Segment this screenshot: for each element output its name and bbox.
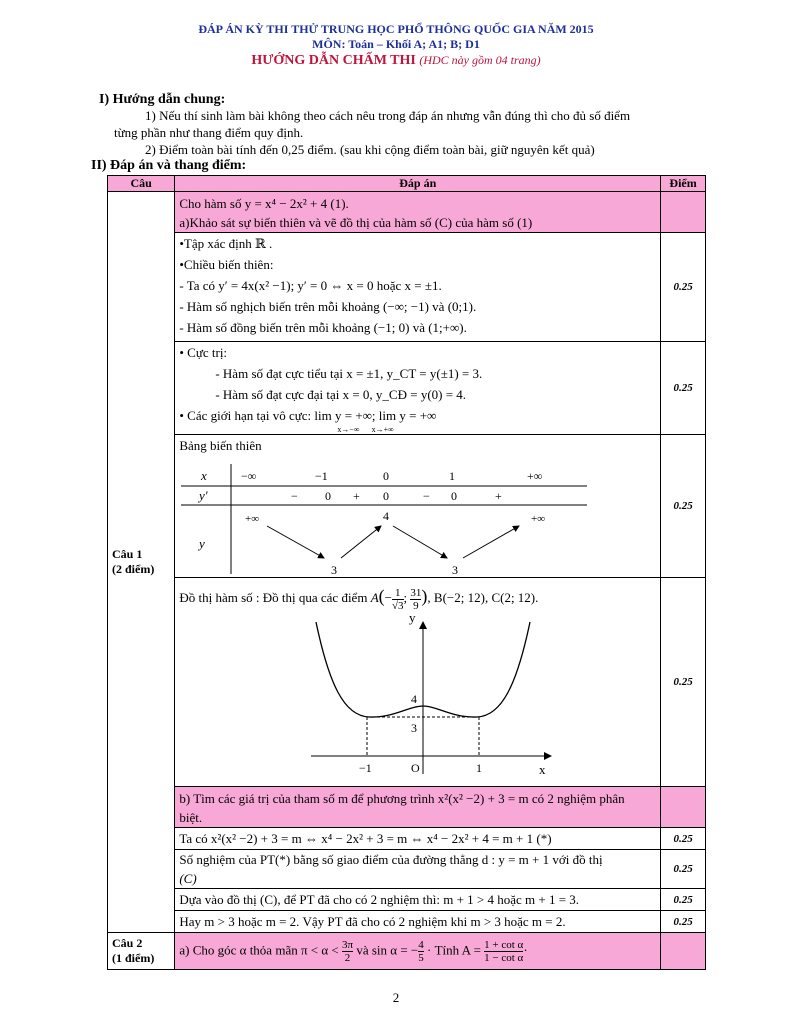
domain-line: •Tập xác định ℝ .	[179, 236, 273, 251]
graph-points-line: Đồ thị hàm số : Đồ thị qua các điểm A(− $\frac{1}{√3}$ ; $\frac{31}{9}$ ), B(−2; 12), C(2; 12).	[179, 586, 539, 612]
graph-3: 3	[411, 721, 418, 735]
points-1: 0.25	[661, 233, 706, 342]
grading-title	[0, 53, 792, 69]
points-2: 0.25	[661, 342, 706, 435]
q1-intro: Cho hàm số y = x⁴ − 2x² + 4 (1).	[179, 196, 349, 211]
graph-1: 1	[476, 761, 483, 775]
vt-x-5: +∞	[527, 469, 543, 483]
q2-label-cell	[108, 933, 175, 970]
vt-x-1: −∞	[241, 469, 257, 483]
graph-cell	[175, 578, 661, 787]
points-7: 0.25	[661, 889, 706, 911]
vt-sign-3: +	[353, 489, 361, 503]
variation-table-title: Bảng biến thiên	[179, 438, 262, 453]
q2-frac-1-d: 2	[344, 951, 351, 964]
general-heading: I) Hướng dẫn chung:	[99, 92, 226, 107]
q2-frac-1-n: 3π	[342, 938, 354, 951]
vt-yp-label: y′	[199, 488, 208, 503]
vt-arrow-3	[393, 526, 447, 558]
points-3: 0.25	[661, 435, 706, 578]
b-step-4: Hay m > 3 hoặc m = 2. Vậy PT đã cho có 2 nghiệm khi m > 3 hoặc m = 2.	[175, 911, 661, 933]
points-8: 0.25	[661, 911, 706, 933]
b-step-2: Số nghiệm của PT(*) bằng số giao điểm của đường thẳng d : y = m + 1 với đồ thị	[179, 852, 603, 867]
graph-frac-2-n: 31	[410, 586, 422, 599]
grading-title-text: HƯỚNG DẪN CHẤM THI	[251, 53, 416, 68]
limit-sub-2: x→+∞	[371, 425, 394, 434]
vt-y-min-1: 3	[331, 563, 338, 576]
grading-note: (HDC này gồm 04 trang)	[419, 53, 541, 67]
vt-y-plusinf-right: +∞	[531, 513, 546, 525]
q2-text-2: và sin α = −	[356, 941, 419, 957]
answer-table	[107, 175, 706, 970]
graph-minus1: −1	[359, 761, 373, 775]
q1-part-b: b) Tìm các giá trị của tham số m để phương trình x²(x² −2) + 3 = m có 2 nghiệm phân	[179, 791, 625, 806]
q1-part-a: a)Khảo sát sự biến thiên và vẽ đồ thị của hàm số (C) của hàm số (1)	[179, 215, 533, 230]
min-line: - Hàm số đạt cực tiểu tại x = ±1, y_CT = y(±1) = 3.	[215, 366, 483, 381]
q2-frac-2	[418, 939, 424, 964]
function-graph	[179, 614, 649, 782]
b-step-1: Ta có x²(x² −2) + 3 = m ⇔ x⁴ − 2x² + 3 = m ⇔ x⁴ − 2x² + 4 = m + 1 (*)	[175, 828, 661, 850]
q1-points-label: (2 điểm)	[112, 562, 155, 576]
variation-line: •Chiều biến thiên:	[179, 257, 274, 272]
b-step-3: Dựa vào đồ thị (C), để PT đã cho có 2 nghiệm thì: m + 1 > 4 hoặc m + 1 = 3.	[175, 889, 661, 911]
vt-sign-2: 0	[325, 489, 332, 503]
q1-label-cell	[108, 192, 175, 933]
graph-x-label: x	[539, 762, 546, 777]
vt-x-label: x	[201, 468, 208, 483]
points-6: 0.25	[661, 850, 706, 889]
limit-sub-1: x→−∞	[337, 425, 360, 434]
decreasing-line: - Hàm số nghịch biến trên mỗi khoảng (−∞; −1) và (0;1).	[179, 299, 477, 314]
graph-frac-2	[410, 587, 421, 612]
general-item-2: 2) Điểm toàn bài tính đến 0,25 điểm. (sau khi cộng điểm toàn bài, giữ nguyên kết quả)	[145, 142, 595, 157]
q2-frac-2-n: 4	[418, 938, 424, 951]
q1-part-b-points	[661, 787, 706, 828]
vt-sign-1: −	[291, 489, 299, 503]
vt-y-plusinf-left: +∞	[245, 513, 260, 525]
vt-x-2: −1	[315, 469, 329, 483]
points-5: 0.25	[661, 828, 706, 850]
col-header-dapan: Đáp án	[175, 176, 661, 192]
q2-frac-3-n: 1 + cot α	[484, 938, 524, 951]
extrema-line: • Cực trị:	[179, 345, 228, 360]
limits-line	[179, 405, 656, 426]
subject-line: MÔN: Toán – Khối A; A1; B; D1	[312, 37, 480, 51]
graph-rest: , B(−2; 12), C(2; 12).	[427, 590, 539, 605]
graph-4: 4	[411, 692, 418, 706]
general-item-1b: từng phần như thang điểm quy định.	[114, 125, 304, 140]
increasing-line: - Hàm số đồng biến trên mỗi khoảng (−1; 0) và (1;+∞).	[179, 320, 467, 335]
q1-part-b-2: biệt.	[179, 810, 203, 825]
q2-frac-2-d: 5	[418, 951, 424, 964]
exam-title: ĐÁP ÁN KỲ THI THỬ TRUNG HỌC PHỔ THÔNG QUỐC GIA NĂM 2015	[198, 22, 594, 36]
vt-sign-5: −	[423, 489, 431, 503]
q1-row1	[175, 233, 661, 342]
q1-row2	[175, 342, 661, 435]
answers-heading: II) Đáp án và thang điểm:	[91, 158, 247, 173]
vt-x-3: 0	[383, 469, 390, 483]
q2-frac-1	[342, 939, 353, 964]
graph-frac-1	[392, 587, 404, 612]
q2-text-3: · Tính A =	[426, 941, 481, 957]
limits-text: • Các giới hạn tại vô cực: lim y = +∞; lim y = +∞	[179, 408, 437, 423]
graph-frac-1-d: √3	[392, 599, 404, 612]
vt-arrow-1	[267, 526, 324, 558]
q2-label: Câu 2	[112, 936, 143, 950]
max-line: - Hàm số đạt cực đại tại x = 0, y_CĐ = y(0) = 4.	[215, 387, 467, 402]
vt-y-max: 4	[383, 509, 390, 523]
vt-x-4: 1	[449, 469, 456, 483]
variation-table	[179, 456, 599, 576]
vt-sign-7: +	[495, 489, 503, 503]
vt-arrow-4	[463, 526, 519, 558]
q1-label: Câu 1	[112, 547, 143, 561]
q2-points	[661, 933, 706, 970]
graph-frac-1-n: 1	[392, 587, 404, 600]
q1-intro-points	[661, 192, 706, 233]
q2-frac-3	[484, 939, 523, 964]
q2-frac-3-d: 1 − cot α	[484, 951, 524, 964]
col-header-cau: Câu	[108, 176, 175, 192]
vt-y-label: y	[199, 536, 206, 551]
points-4: 0.25	[661, 578, 706, 787]
vt-y-min-2: 3	[452, 563, 459, 576]
q1-intro-cell	[175, 192, 661, 233]
graph-frac-2-d: 9	[413, 599, 419, 612]
q1-part-b-cell	[175, 787, 661, 828]
q2-text-1: a) Cho góc α thỏa mãn π < α <	[179, 941, 339, 957]
b-step-2-cell	[175, 850, 661, 889]
vt-arrow-2	[341, 526, 381, 558]
graph-y-label: y	[409, 614, 416, 625]
variation-table-cell	[175, 435, 661, 578]
graph-origin: O	[411, 761, 421, 775]
vt-sign-4: 0	[383, 489, 390, 503]
limit-subscripts	[337, 426, 656, 434]
q2-points-label: (1 điểm)	[112, 951, 155, 965]
general-item-1: 1) Nếu thí sinh làm bài không theo cách nêu trong đáp án nhưng vẫn đúng thì cho đủ số điểm	[145, 108, 631, 123]
vt-sign-6: 0	[451, 489, 458, 503]
b-step-2b: (C)	[179, 871, 197, 886]
q2-text-4: ·	[523, 941, 528, 957]
graph-text: Đồ thị hàm số : Đồ thị qua các điểm	[179, 590, 368, 605]
q2-part-a	[175, 933, 661, 970]
col-header-diem: Điểm	[661, 176, 706, 192]
derivative-line: - Ta có y′ = 4x(x² −1); y′ = 0 ⇔ x = 0 hoặc x = ±1.	[179, 278, 442, 293]
graph-point-a: A	[370, 590, 379, 605]
page-number: 2	[392, 990, 400, 1005]
